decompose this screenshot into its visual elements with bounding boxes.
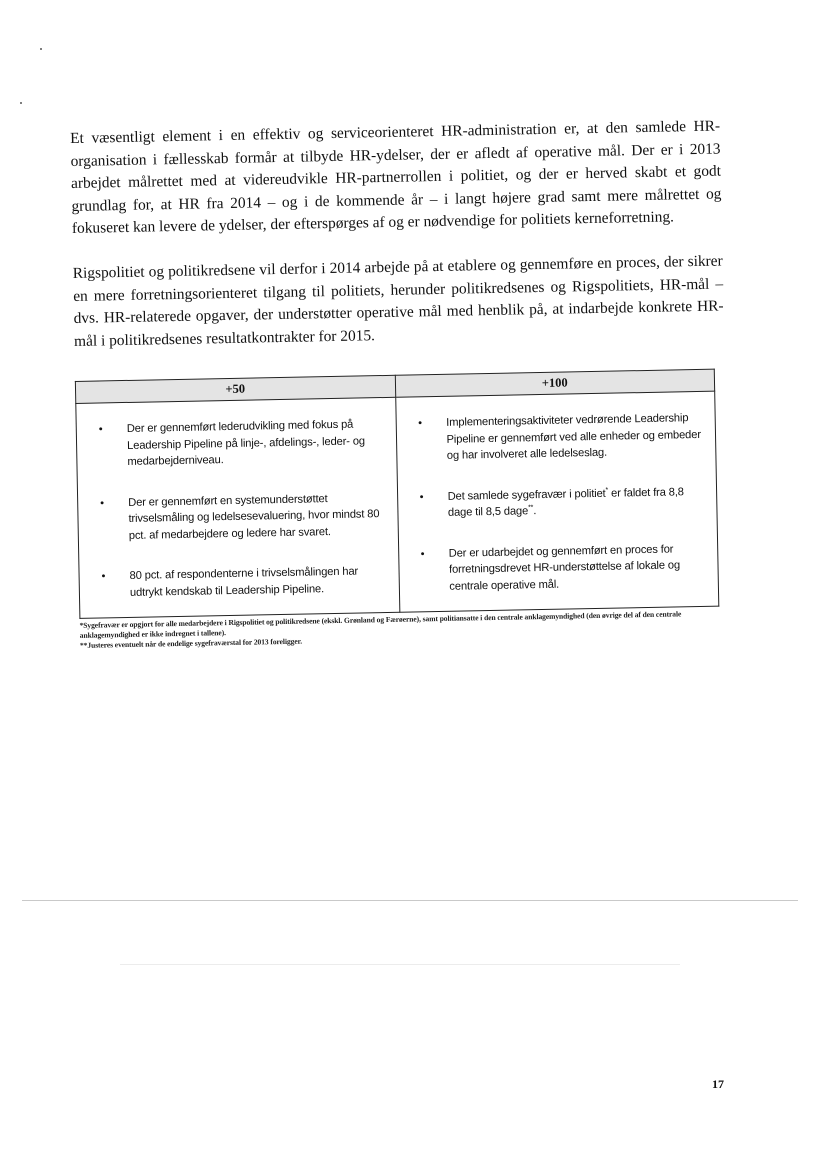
bullet-icon: • [101, 570, 106, 583]
scan-speck [20, 102, 22, 104]
paragraph-rigspolitiet-proces: Rigspolitiet og politikredsene vil derfor i 2014 arbejde på at etablere og gennemføre en proces, der sikrer en mere forretningsorienteret tilgang til politiets, herunder politikredsenes og Rigspolitiets, HR-mål – dvs. HR-relaterede opgaver, der understøtter operative mål med henblik på, at indarbejde konkrete HR-mål i politikredsenes resultatkontrakter for 2015. [72, 252, 724, 350]
bullet-icon: • [100, 497, 105, 510]
page-content [70, 116, 730, 652]
horizontal-rule [22, 900, 798, 901]
list-item-text: 80 pct. af respondenterne i trivselsmålingen har udtrykt kendskab til Leadership Pipeline. [129, 565, 359, 599]
header-plus-100: +100 [395, 370, 715, 398]
list-item-text: Der er udarbejdet og gennemført en proces for forretningsdrevet HR-understøttelse af lokale og centrale operative mål. [448, 543, 681, 593]
plus-50-list [97, 416, 391, 602]
list-item-text [448, 486, 684, 519]
sygefravaer-text-end: . [533, 505, 537, 518]
list-item-text: Der er gennemført en systemunderstøttet trivselsmåling og ledelsesevaluering, hvor mindst 80 pct. af medarbejdere og ledere har svaret. [128, 492, 380, 542]
list-item [420, 541, 710, 595]
page-number: 17 [712, 1077, 724, 1091]
scan-speck [40, 48, 42, 50]
goals-table [75, 369, 719, 619]
footnote-justeres: **Justeres eventuelt når de endelige sygefraværstal for 2013 foreligger. [79, 636, 303, 651]
list-item-text: Der er gennemført lederudvikling med fokus på Leadership Pipeline på linje-, afdelings-, leder- og medarbejderniveau. [126, 418, 366, 469]
list-item [100, 490, 389, 544]
column-plus-100 [395, 392, 719, 613]
footnote-marker-single: * [605, 486, 609, 494]
bullet-icon: • [420, 548, 425, 561]
table-body-row [76, 392, 719, 619]
column-plus-50 [76, 398, 400, 619]
list-item [419, 484, 708, 522]
footnote-sygefravaer: *Sygefravær er opgjort for alle medarbejdere i Rigspolitiet og politikredsene (ekskl. Grønland og Færøerne), samt politiansatte i den centrale anklagemyndighed (den øvrige del af den centrale anklagemyndighed er ikke indregnet i tallene). [79, 609, 682, 641]
bullet-icon: • [98, 423, 103, 436]
sygefravaer-text-middle: er faldet fra 8,8 dage til 8,5 dage [447, 486, 684, 520]
list-item [98, 416, 388, 470]
horizontal-rule [120, 964, 680, 965]
paragraph-hr-administration: Et væsentligt element i en effektiv og serviceorienteret HR-administration er, at den samlede HR-organisation i fællesskab formår at tilbyde HR-ydelser, der er afledt af operative mål. Der er i 2013 arbejdet målrettet med at videreudvikle HR-partnerrollen i politiet, og der er herved skabt et godt grundlag for, at HR fra 2014 – og i de kommende år – i langt højere grad samt mere målrettet og fokuseret kan levere de ydelser, der efterspørges af og er nødvendige for politiets kerneforretning. [70, 117, 722, 238]
list-item [418, 410, 707, 464]
bullet-icon: • [418, 417, 423, 430]
plus-100-list [416, 410, 710, 596]
header-plus-50: +50 [75, 376, 395, 404]
list-item [101, 563, 390, 601]
footnote-marker-double: ** [528, 504, 534, 512]
sygefravaer-text-start: Det samlede sygefravær i politiet [447, 487, 606, 503]
list-item-text: Implementeringsaktiviteter vedrørende Leadership Pipeline er gennemført ved alle enheder og embeder og har involveret alle ledelseslag. [446, 412, 701, 463]
bullet-icon: • [419, 491, 424, 504]
